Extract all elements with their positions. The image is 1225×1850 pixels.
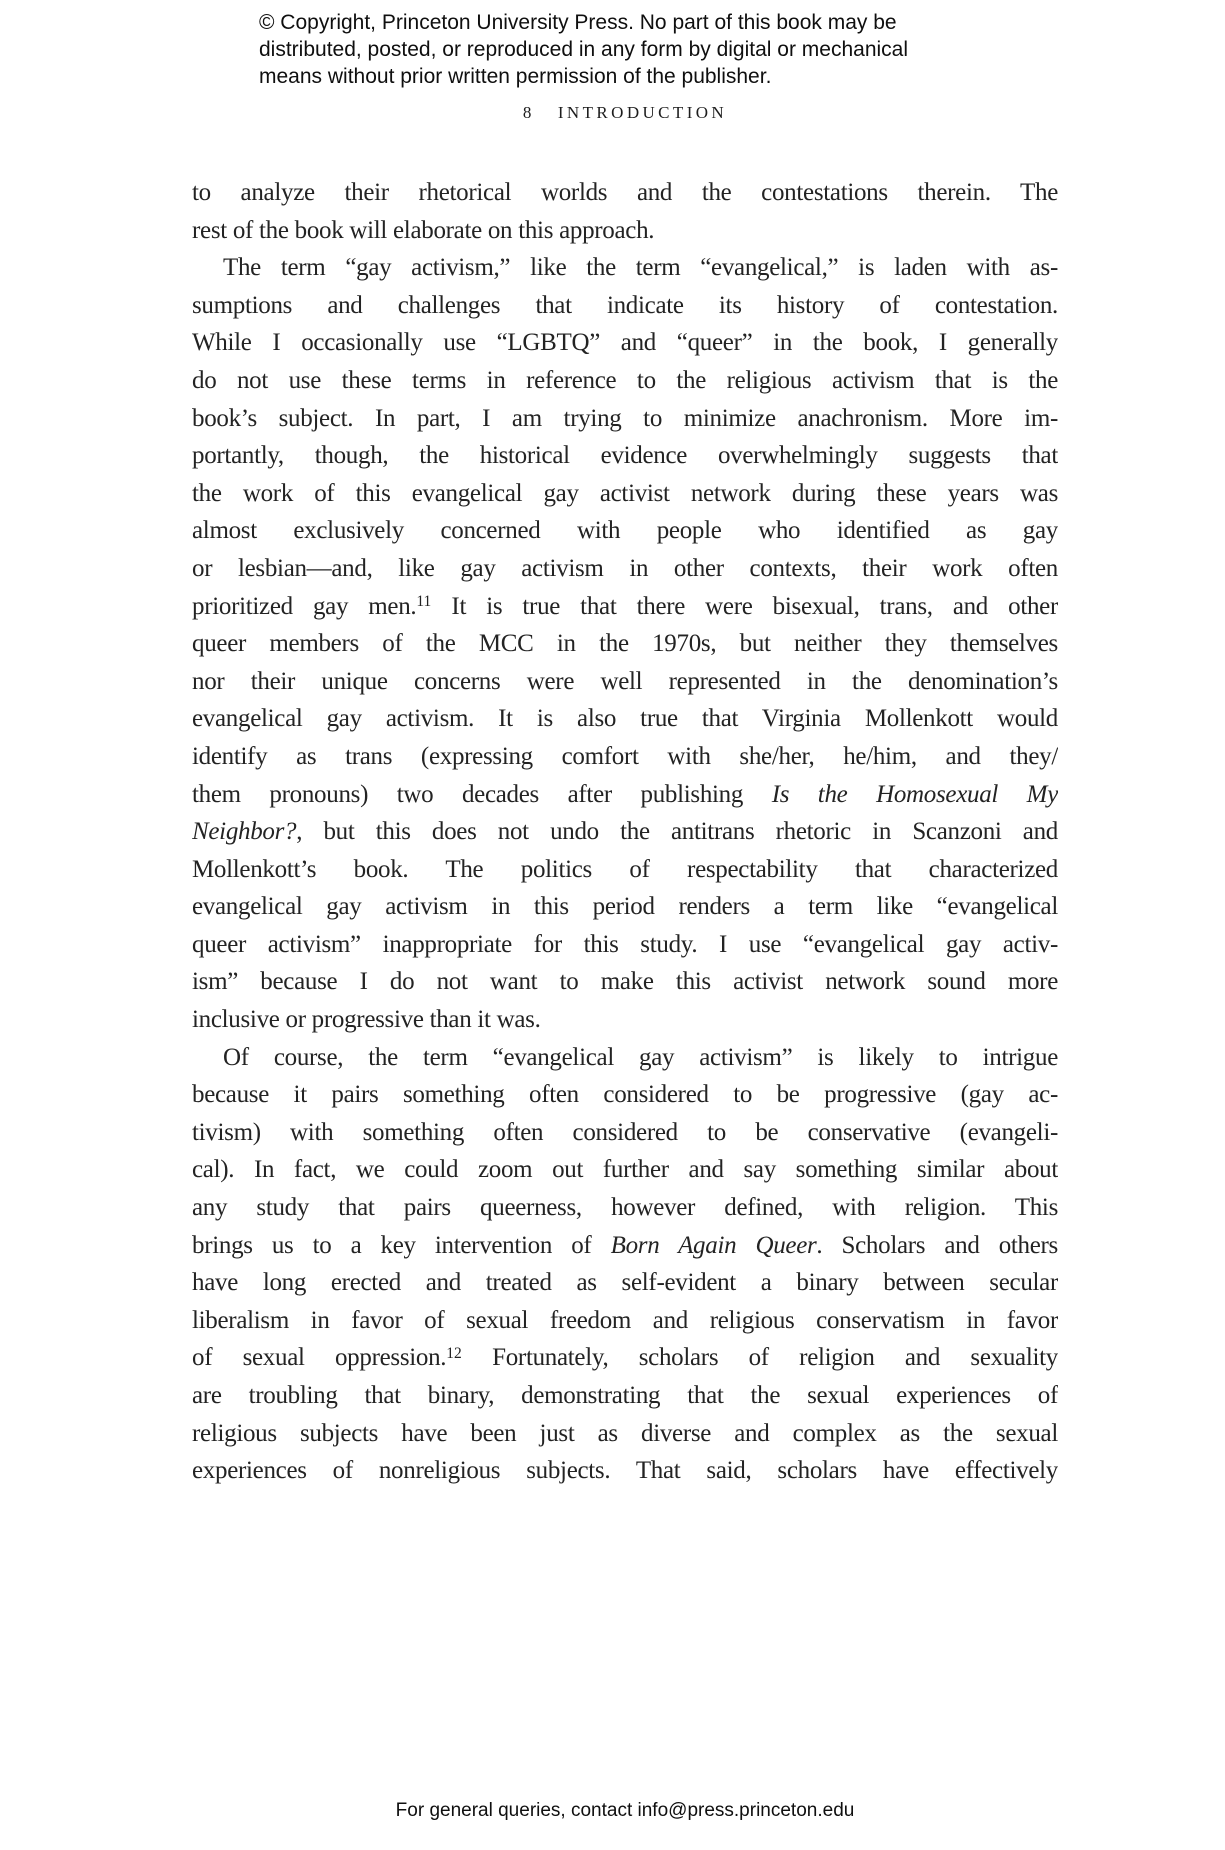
copyright-line: means without prior written permission of the publisher.	[259, 65, 772, 88]
running-title: INTRODUCTION	[557, 103, 728, 122]
body-text-segment: do not use these terms in reference to the religious activism that is the	[192, 366, 1058, 394]
body-text-segment: to analyze their rhetorical worlds and the contestations therein. The	[192, 179, 1058, 206]
body-line	[192, 324, 1058, 362]
body-text-segment: because it pairs something often considered to be progressive (gay ac-	[192, 1081, 1058, 1109]
body-line	[192, 1339, 1058, 1377]
body-line	[192, 249, 1058, 287]
body-text-segment: Neighbor?	[192, 818, 297, 846]
footnote-ref: 12	[446, 1344, 462, 1362]
body-text-segment: identify as trans (expressing comfort with she/her, he/him, and they/	[192, 742, 1058, 770]
body-text-segment: Mollenkott’s book. The politics of respectability that characterized	[192, 855, 1058, 883]
body-line	[192, 1151, 1058, 1189]
copyright-line: © Copyright, Princeton University Press. No part of this book may be	[259, 11, 897, 34]
body-text-segment: Of course, the term “evangelical gay activism” is likely to intrigue	[223, 1043, 1058, 1071]
body-line	[192, 963, 1058, 1001]
running-header	[192, 103, 1058, 123]
body-text-segment: rest of the book will elaborate on this approach.	[192, 216, 655, 244]
body-text-segment: queer members of the MCC in the 1970s, but neither they themselves	[192, 630, 1058, 658]
body-line	[192, 700, 1058, 738]
body-text-segment: or lesbian—and, like gay activism in other contexts, their work often	[192, 554, 1058, 582]
footnote-ref: 11	[416, 592, 432, 610]
body-text-segment: tivism) with something often considered to be conservative (evangeli-	[192, 1118, 1058, 1146]
body-line	[192, 888, 1058, 926]
body-line	[192, 1227, 1058, 1265]
body-line	[192, 588, 1058, 626]
body-text	[192, 174, 1058, 1490]
body-line	[192, 813, 1058, 851]
body-text-segment: Is the Homosexual My	[771, 780, 1058, 808]
body-line	[192, 738, 1058, 776]
body-text-segment: them pronouns) two decades after publishing	[192, 780, 772, 808]
body-text-segment: While I occasionally use “LGBTQ” and “queer” in the book, I generally	[192, 329, 1058, 357]
body-line	[192, 776, 1058, 814]
body-text-segment: ism” because I do not want to make this activist network sound more	[192, 968, 1058, 996]
copyright-line: distributed, posted, or reproduced in any form by digital or mechanical	[259, 38, 909, 61]
body-text-segment: any study that pairs queerness, however defined, with religion. This	[192, 1194, 1058, 1222]
body-text-segment: brings us to a key intervention of	[192, 1231, 611, 1259]
body-line	[192, 1039, 1058, 1077]
body-line	[192, 625, 1058, 663]
body-line	[192, 1302, 1058, 1340]
body-text-segment: The term “gay activism,” like the term “evangelical,” is laden with as-	[223, 254, 1058, 282]
body-text-segment: have long erected and treated as self-evident a binary between secular	[192, 1269, 1058, 1297]
body-line	[192, 1452, 1058, 1490]
body-line	[192, 1189, 1058, 1227]
body-text-segment: evangelical gay activism. It is also true that Virginia Mollenkott would	[192, 705, 1058, 733]
body-line	[192, 400, 1058, 438]
page-number: 8	[522, 103, 532, 122]
body-text-segment: book’s subject. In part, I am trying to minimize anachronism. More im-	[192, 404, 1058, 432]
body-text-segment: experiences of nonreligious subjects. That said, scholars have effectively	[192, 1457, 1058, 1485]
body-line	[192, 512, 1058, 550]
body-text-segment: cal). In fact, we could zoom out further and say something similar about	[192, 1156, 1058, 1184]
body-line	[192, 663, 1058, 701]
body-text-segment: . Scholars and others	[816, 1231, 1058, 1259]
body-text-segment: , but this does not undo the antitrans rhetoric in Scanzoni and	[296, 818, 1058, 846]
body-line	[192, 437, 1058, 475]
body-text-segment: It is true that there were bisexual, trans, and other	[431, 592, 1058, 620]
body-line	[192, 212, 1058, 250]
body-text-segment: inclusive or progressive than it was.	[192, 1006, 541, 1034]
footer-contact: For general queries, contact info@press.princeton.edu	[395, 1800, 855, 1821]
body-line	[192, 1415, 1058, 1453]
body-text-segment: the work of this evangelical gay activist network during these years was	[192, 479, 1058, 507]
body-text-segment: Fortunately, scholars of religion and sexuality	[461, 1344, 1058, 1372]
body-line	[192, 926, 1058, 964]
copyright-notice	[259, 9, 908, 90]
body-text-segment: evangelical gay activism in this period renders a term like “evangelical	[192, 893, 1058, 921]
body-line	[192, 1076, 1058, 1114]
body-line	[192, 475, 1058, 513]
body-line	[192, 174, 1058, 212]
body-line	[192, 1114, 1058, 1152]
body-text-segment: religious subjects have been just as diverse and complex as the sexual	[192, 1419, 1058, 1447]
body-line	[192, 1001, 1058, 1039]
body-text-segment: are troubling that binary, demonstrating that the sexual experiences of	[192, 1382, 1058, 1409]
body-text-segment: liberalism in favor of sexual freedom and religious conservatism in favor	[192, 1306, 1058, 1334]
body-line	[192, 1377, 1058, 1415]
body-text-segment: prioritized gay men.	[192, 592, 417, 620]
body-text-segment: queer activism” inappropriate for this study. I use “evangelical gay activ-	[192, 930, 1058, 958]
body-text-segment: nor their unique concerns were well represented in the denomination’s	[192, 667, 1058, 695]
body-line	[192, 851, 1058, 889]
body-line	[192, 1264, 1058, 1302]
body-text-segment: Born Again Queer	[610, 1231, 817, 1259]
body-text-segment: almost exclusively concerned with people who identified as gay	[192, 517, 1058, 545]
body-text-segment: of sexual oppression.	[192, 1344, 447, 1372]
body-text-segment: sumptions and challenges that indicate its history of contestation.	[192, 291, 1058, 319]
body-text-segment: portantly, though, the historical evidence overwhelmingly suggests that	[192, 442, 1058, 470]
body-line	[192, 550, 1058, 588]
body-line	[192, 287, 1058, 325]
body-line	[192, 362, 1058, 400]
